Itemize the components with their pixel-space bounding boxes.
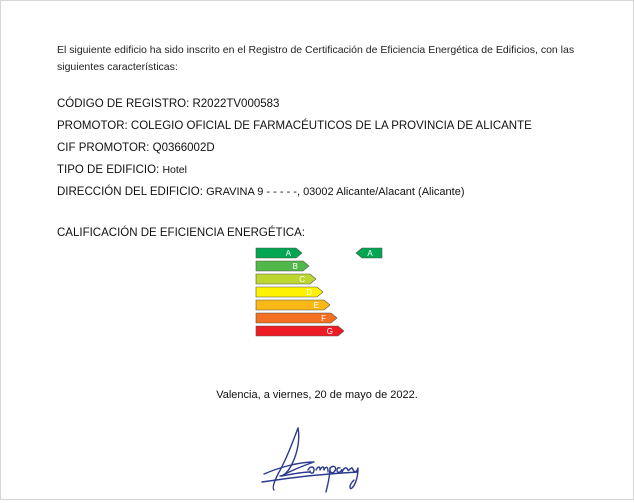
field-tipo [57,162,617,184]
energy-class-e [256,300,330,310]
field-cif [57,140,617,162]
rating-title: CALIFICACIÓN DE EFICIENCIA ENERGÉTICA: [57,227,305,239]
handwritten-signature-icon [258,422,378,498]
energy-class-label: E [313,301,319,310]
field-direccion [57,184,617,206]
intro-line-2: siguientes características: [57,61,178,73]
field-value: R2022TV000583 [192,98,280,110]
energy-class-g [256,326,344,336]
date-line: Valencia, a viernes, 20 de mayo de 2022. [216,389,418,401]
current-rating-arrow [356,248,386,262]
energy-class-label: C [299,275,305,284]
energy-class-label: F [321,314,326,323]
field-value: Hotel [162,164,187,176]
energy-class-c [256,274,316,284]
energy-class-label: D [306,288,312,297]
current-rating-label: A [367,249,373,258]
field-label: DIRECCIÓN DEL EDIFICIO: [57,186,207,198]
field-registro [57,96,617,118]
energy-class-f [256,313,337,323]
field-label: TIPO DE EDIFICIO: [57,164,163,176]
field-label: CIF PROMOTOR: [57,142,153,154]
energy-class-label: A [285,249,291,258]
intro-paragraph [57,42,597,76]
energy-class-a [256,248,302,258]
field-label: PROMOTOR: [57,120,131,132]
current-rating [356,248,386,262]
energy-class-label: B [292,262,298,271]
field-promotor [57,118,617,140]
intro-line-1: El siguiente edificio ha sido inscrito en el Registro de Certificación de Eficiencia Energética de Edificios, con las [57,44,575,56]
energy-scale-graphic [256,248,356,340]
field-label: CÓDIGO DE REGISTRO: [57,98,193,110]
energy-class-label: G [326,327,333,336]
energy-class-b [256,261,309,271]
energy-class-d [256,287,323,297]
signature-image [258,422,378,503]
field-value: Q0366002D [152,142,215,154]
energy-scale [256,248,356,340]
field-value: GRAVINA 9 - - - - -, 03002 Alicante/Alacant (Alicante) [206,186,465,198]
field-value: COLEGIO OFICIAL DE FARMACÉUTICOS DE LA PROVINCIA DE ALICANTE [130,120,532,132]
building-fields [57,96,617,206]
